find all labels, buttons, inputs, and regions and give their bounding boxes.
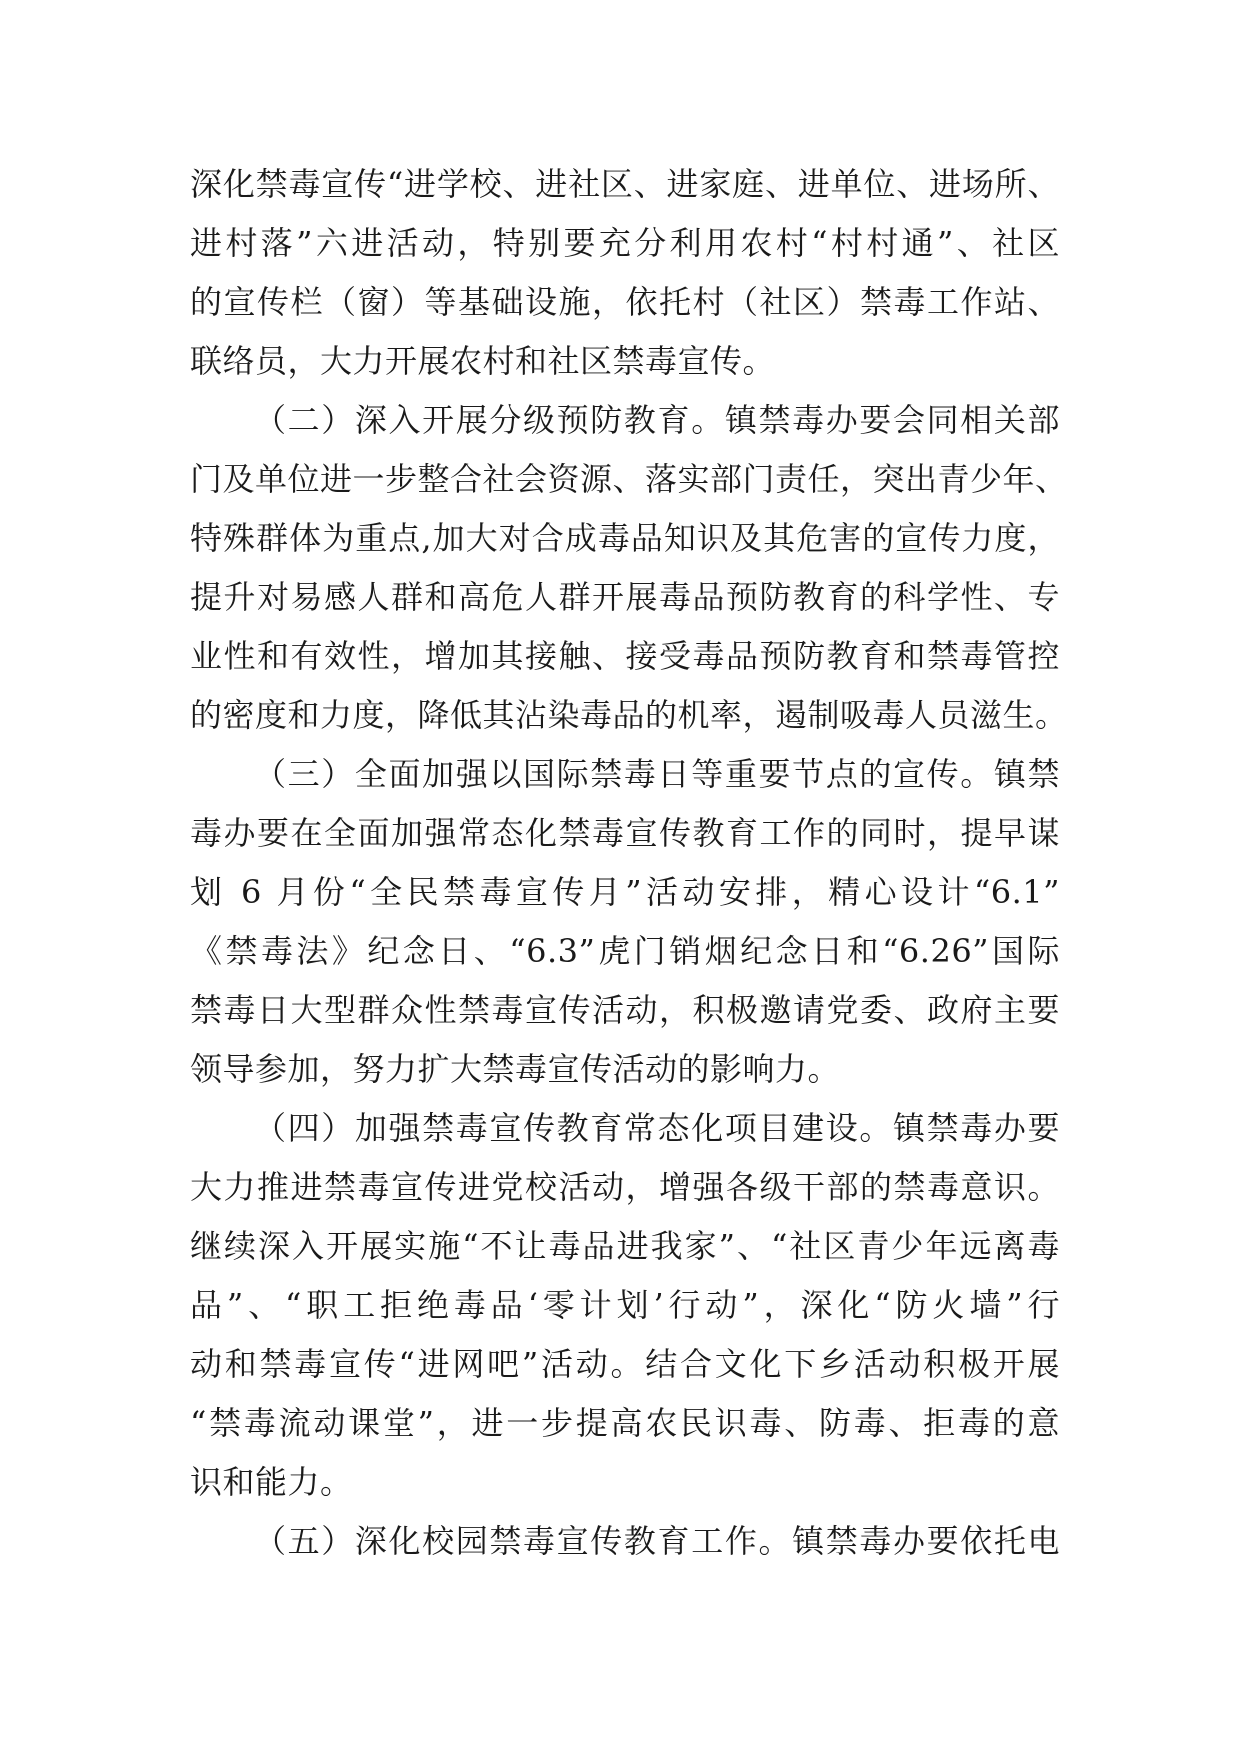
text-line: 禁毒日大型群众性禁毒宣传活动，积极邀请党委、政府主要: [190, 991, 1060, 1029]
text-line: 联络员，大力开展农村和社区禁毒宣传。: [190, 342, 776, 380]
text-line: 动和禁毒宣传“进网吧”活动。结合文化下乡活动积极开展: [190, 1345, 1060, 1383]
text-line: 划 6 月份“全民禁毒宣传月”活动安排，精心设计“6.1”: [190, 873, 1060, 911]
text-line: 的宣传栏（窗）等基础设施，依托村（社区）禁毒工作站、: [190, 283, 1060, 321]
paragraph-heading-line: （四）加强禁毒宣传教育常态化项目建设。镇禁毒办要: [254, 1109, 1060, 1147]
paragraph-heading-line: （三）全面加强以国际禁毒日等重要节点的宣传。镇禁: [254, 755, 1060, 793]
text-line: 大力推进禁毒宣传进党校活动，增强各级干部的禁毒意识。: [190, 1168, 1060, 1206]
text-line: “禁毒流动课堂”，进一步提高农民识毒、防毒、拒毒的意: [190, 1404, 1060, 1442]
text-line: 继续深入开展实施“不让毒品进我家”、“社区青少年远离毒: [190, 1227, 1060, 1265]
text-line: 深化禁毒宣传“进学校、进社区、进家庭、进单位、进场所、: [190, 165, 1060, 203]
text-line: 毒办要在全面加强常态化禁毒宣传教育工作的同时，提早谋: [190, 814, 1060, 852]
text-line: 提升对易感人群和高危人群开展毒品预防教育的科学性、专: [190, 578, 1060, 616]
text-line: 门及单位进一步整合社会资源、落实部门责任，突出青少年、: [190, 460, 1068, 498]
text-line: 业性和有效性，增加其接触、接受毒品预防教育和禁毒管控: [190, 637, 1060, 675]
text-line: 《禁毒法》纪念日、“6.3”虎门销烟纪念日和“6.26”国际: [190, 932, 1060, 970]
paragraph-heading-line: （五）深化校园禁毒宣传教育工作。镇禁毒办要依托电: [254, 1522, 1060, 1560]
text-line: 进村落”六进活动，特别要充分利用农村“村村通”、社区: [190, 224, 1060, 262]
text-line: 品”、“职工拒绝毒品‘零计划’行动”，深化“防火墙”行: [190, 1286, 1060, 1324]
document-body: [190, 155, 1068, 1571]
text-line: 的密度和力度，降低其沾染毒品的机率，遏制吸毒人员滋生。: [190, 696, 1068, 734]
text-line: 特殊群体为重点,加大对合成毒品知识及其危害的宣传力度，: [190, 519, 1060, 557]
text-line: 领导参加，努力扩大禁毒宣传活动的影响力。: [190, 1050, 841, 1088]
text-line: 识和能力。: [190, 1463, 353, 1501]
paragraph-heading-line: （二）深入开展分级预防教育。镇禁毒办要会同相关部: [254, 401, 1060, 439]
